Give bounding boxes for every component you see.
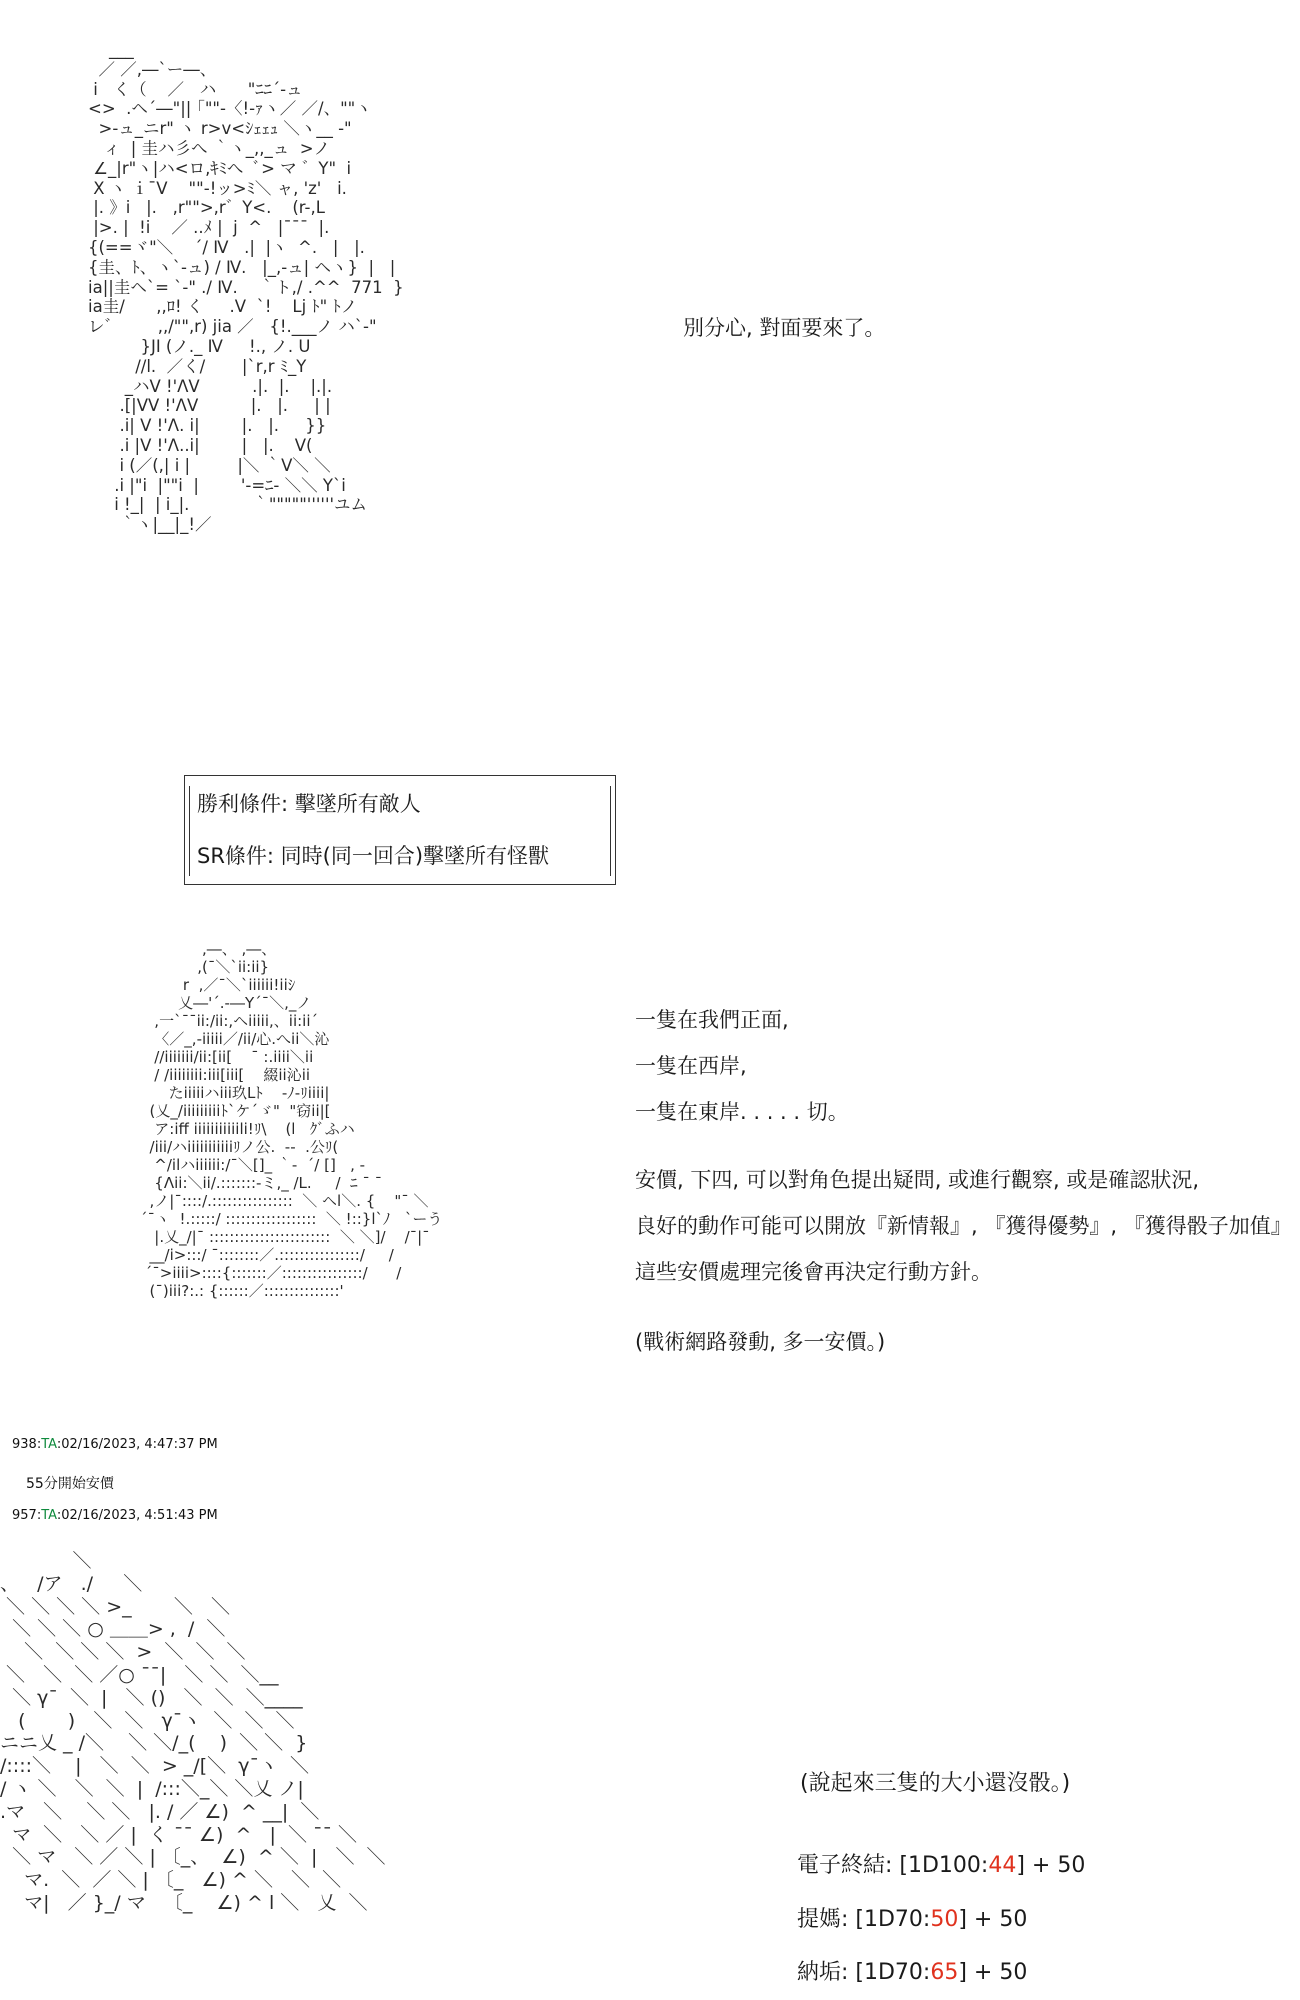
post-number[interactable]: 938	[12, 1437, 37, 1452]
narration-line: 安價, 下四, 可以對角色提出疑問, 或進行觀察, 或是確認狀況,	[635, 1168, 1200, 1192]
narration-line: (戰術網路發動, 多一安價。)	[635, 1330, 886, 1354]
post-separator: :	[36, 1508, 42, 1523]
post-body: 55分開始安價	[26, 1476, 114, 1492]
dice-suffix: ] + 50	[958, 1907, 1028, 1932]
narration-line: 一隻在東岸. . . . . 切。	[635, 1100, 849, 1124]
dice-value: 50	[930, 1907, 959, 1932]
narration-line: 良好的動作可能可以開放『新情報』, 『獲得優勢』, 『獲得骰子加值』	[635, 1214, 1292, 1238]
dice-value: 65	[930, 1960, 959, 1985]
post-separator: :	[36, 1437, 42, 1452]
dice-label: 電子終結: [1D100:	[797, 1853, 989, 1878]
narration-line: (說起來三隻的大小還沒骰。)	[800, 1771, 1071, 1796]
dice-suffix: ] + 50	[1016, 1853, 1086, 1878]
narration-line: 別分心, 對面要來了。	[683, 316, 886, 340]
dice-suffix: ] + 50	[958, 1960, 1028, 1985]
poster-name: TA	[41, 1437, 57, 1452]
box-right-bar	[610, 786, 611, 876]
post-header	[12, 1508, 218, 1523]
narration-line: 一隻在我們正面,	[635, 1008, 789, 1032]
post-datetime: :02/16/2023, 4:51:43 PM	[56, 1508, 218, 1523]
post-number[interactable]: 957	[12, 1508, 37, 1523]
dice-result	[797, 1902, 1027, 1933]
post-datetime: :02/16/2023, 4:47:37 PM	[56, 1437, 218, 1452]
narration-line: 一隻在西岸,	[635, 1054, 747, 1078]
sr-condition: SR條件: 同時(同一回合)擊墜所有怪獸	[197, 844, 550, 868]
dice-value: 44	[988, 1853, 1017, 1878]
dice-label: 納垢: [1D70:	[797, 1960, 931, 1985]
narration-line: 這些安價處理完後會再決定行動方針。	[635, 1260, 992, 1284]
dice-label: 提媽: [1D70:	[797, 1907, 931, 1932]
condition-box	[184, 775, 616, 885]
post-header	[12, 1437, 218, 1452]
ascii-art-monsters: ＼ 、 /ア ./ ＼ ＼ ＼ ＼ ＼ >_ ＼ ＼ ＼ ＼ ＼ ○ ＿＿> , / ＼ ＼ ＼ ＼ ＼ > ＼ ＼ ＼ ＼ ＼ ＼ ／○ ¯¯| ＼ ＼ ＼__ ＼ γ¯ ＼ | ＼ () ＼ ＼ ＼____ ( ) ＼ ＼ γ¯ヽ ＼ ＼ ＼ ニニ乂 _ /＼ ＼ ＼/_( ) ＼ ＼ } /::::＼ | ＼ ＼ > _/[＼ γ¯ヽ ＼ / ヽ ＼ ＼ ＼ | /:::＼_＼ ＼乂 ノ| .マ ＼ ＼ ＼ |. / ／ ∠) ^ __| ＼ マ ＼ ＼ ／ | く ¯¯ ∠) ^ | ＼ ¯¯ ＼ ＼ マ ＼ ／ ＼ | 〔_、 ∠) ^ ＼ | ＼ ＼ マ. ＼ ／ ＼ | 〔_ ∠) ^ ＼ ＼ ＼ マ| ／ }_/ マ 〔_ ∠) ^ l ＼ 乂 ＼	[0, 1550, 386, 1914]
box-left-bar	[189, 786, 190, 876]
dice-result	[797, 1848, 1085, 1879]
ascii-art-mech: ___ ／ ／,―`ー―、 i く（ ／ ハ "ﾆﾆ´-ュ <> .ヘ´―"|| ｢""-〈!-ｧヽ／ ／/、""ヽ >-ュ_ニr" ヽ r>v<ｼｪｪｭ ＼ヽ__ -" ィ | 圭ハ彡へ ｀ヽ_,,_ュ >ノ ∠_|r"ヽ|ハ<ロ,ｷﾐへ ﾞ> マ ゛Y" i X ヽ ｉ¯V ""-!ッ>ﾐ＼ ャ, 'z' i. |. 》i |. ,r"">,r゛Y<. (r-,L |>. | !i ／ ..ﾒ | j ^ |¯¯¯ |. {(==ヾ"＼ ´/ Ⅳ .| |ヽ ^. | |. {圭、ﾄ、ヽ`-ュ) / Ⅳ. |_,-ュ| ヘヽ} | | ia||圭ヘ`= `-" ./ Ⅳ. ｀ト,/ .^^ 771 } ia圭/ ,,ﾛ! く .V `! Lj ﾄ" ﾄノ レ゛ ,,/"",r) jia ／ {!.___ノ ハ`-" }JI (ノ._ Ⅳ !., ノ. U //l. ／く/ |`r,r ﾐ_Y _ハV !'ΛV .|. |. |.|. .[|VV !'ΛV |. |. | | .i| V !'Λ. i| |. |. }} .i |V !'Λ..i| | |. V( i (／(,| i | |＼ ｀V＼ ＼ .i |"i |""i | '-=ﾆ- ＼＼ Y`i i !_| | i_|. ｀"""""''''''ユム ｀ヽ|__|_!／	[88, 40, 404, 535]
poster-name: TA	[41, 1508, 57, 1523]
win-condition: 勝利條件: 擊墜所有敵人	[197, 792, 421, 816]
dice-result	[797, 1955, 1027, 1986]
ascii-art-pilot: ,―、 ,―、 ,(¯＼`ii:ii} r ,／¯＼`iiiiii!iiｼ 乂―'´.-―Y´¯＼,_ノ ,一`¯¯ii:/ii:,ヘiiiii,、ii:ii´ 〈／_,-iiiii／/ii/心.へii＼沁 //iiiiiii/ii:[ii[ ¯ :.iiii＼ii / /iiiiiiii:iii[iii[ 綴ii沁ii たiiiiiハiii玖Lﾄ -ﾉ-ﾘiiii| (乂_/iiiiiiiiiﾄ`ケ´ゞ" "窃ii|[ ア:iff iiiiiiiiiiili!ﾘ\ (l ｸﾞふハ /iii/ハiiiiiiiiiiiﾘノ公. -‐ .公ﾘ( ^/ilハiiiiii:/¯＼[]_ ｀- ´/ [] , - {Λii:＼ii/.:::::::-ミ,_ /L. / ﾆ ¯ ¯ ,ノ|¯::::/.:::::::::::::::: ＼ ヘl＼. { "¯ ＼ ´¯ヽ !.:::::/ :::::::::::::::::: ＼ !::}l`ﾉ `ーう |.乂_/|¯ :::::::::::::::::::::::: ＼ ＼]/ /¯|¯ __/i>:::/ ¯::::::::／.::::::::::::::::/ / ´¯>iiii>::::{:::::::／::::::::::::::::/ / (¯)iii?:.: {::::::／:::::::::::::::'	[140, 940, 443, 1300]
